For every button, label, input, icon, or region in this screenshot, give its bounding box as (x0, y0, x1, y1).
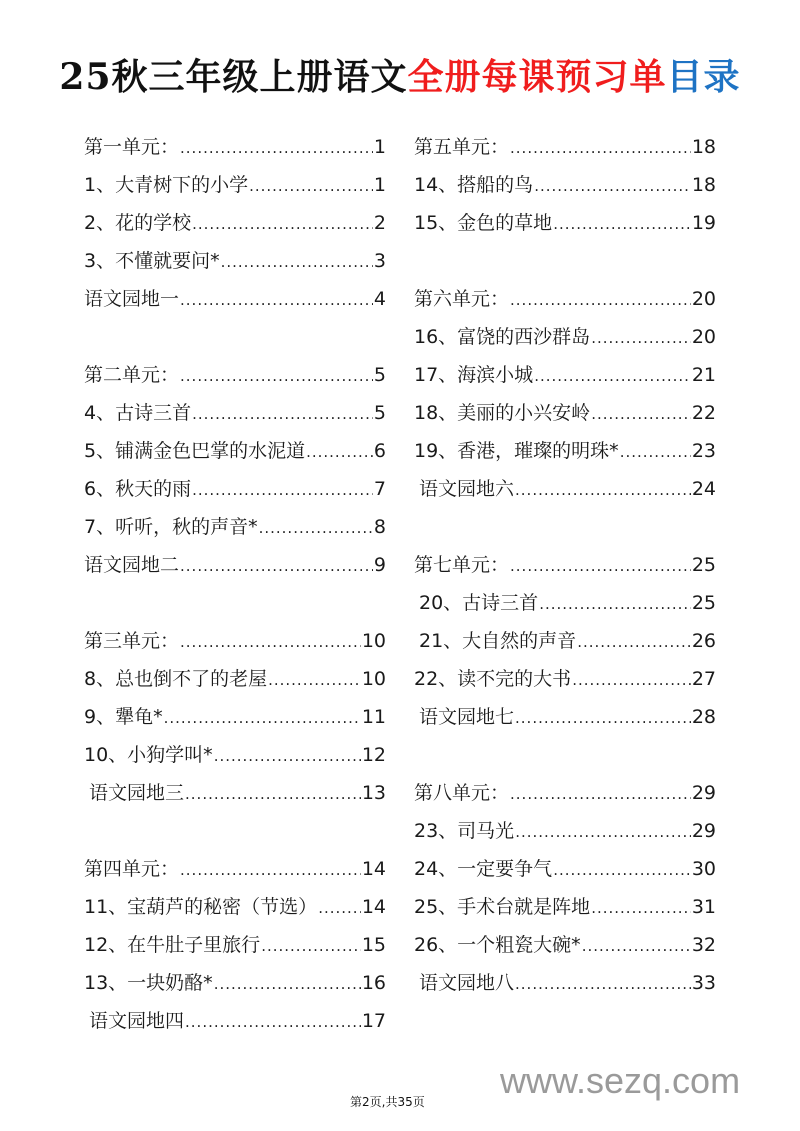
leader-dots (620, 433, 691, 471)
leader-dots (553, 205, 691, 243)
leader-dots (180, 357, 373, 395)
toc-entry[interactable]: 12、在牛肚子里旅行 ..... 15 (84, 926, 386, 964)
page-number: 26 (691, 630, 716, 652)
page-number: 24 (691, 478, 716, 500)
page-number: 31 (691, 896, 716, 918)
page-number: 21 (691, 364, 716, 386)
title-toc: 目录 (666, 56, 741, 98)
toc-entry[interactable]: 语文园地八 ..... 33 (414, 964, 716, 1002)
toc-unit-2[interactable]: 第二单元： ..... 5 (84, 356, 386, 394)
leader-dots (534, 167, 691, 205)
title-grade-subject: 25秋三年级上册语文 (59, 56, 408, 98)
toc-right-column (414, 128, 716, 1002)
page-title (0, 52, 800, 102)
toc-left-column (84, 128, 386, 1040)
toc-entry[interactable]: 语文园地六 ..... 24 (414, 470, 716, 508)
toc-unit-1[interactable]: 第一单元： ..... 1 (84, 128, 386, 166)
page-number: 22 (691, 402, 716, 424)
toc-entry[interactable]: 20、古诗三首 ..... 25 (414, 584, 716, 622)
toc-entry[interactable]: 17、海滨小城 ..... 21 (414, 356, 716, 394)
toc-entry[interactable]: 19、香港，璀璨的明珠* ..... 23 (414, 432, 716, 470)
leader-dots (180, 851, 361, 889)
leader-dots (192, 395, 373, 433)
toc-entry[interactable]: 14、搭船的鸟 ..... 18 (414, 166, 716, 204)
leader-dots (591, 889, 691, 927)
page-number: 14 (361, 896, 386, 918)
page-number: 14 (361, 858, 386, 880)
toc-entry[interactable]: 22、读不完的大书 ..... 27 (414, 660, 716, 698)
page-number: 33 (691, 972, 716, 994)
leader-dots (582, 927, 691, 965)
page-number: 1 (373, 136, 386, 158)
toc-entry[interactable]: 6、秋天的雨 ..... 7 (84, 470, 386, 508)
leader-dots (259, 509, 373, 547)
leader-dots (572, 661, 691, 699)
toc-entry[interactable]: 语文园地一 ..... 4 (84, 280, 386, 318)
spacer (414, 508, 716, 546)
toc-entry[interactable]: 24、一定要争气 ..... 30 (414, 850, 716, 888)
leader-dots (577, 623, 691, 661)
toc-entry[interactable]: 语文园地七 ..... 28 (414, 698, 716, 736)
leader-dots (306, 433, 373, 471)
leader-dots (510, 281, 691, 319)
toc-entry[interactable]: 21、大自然的声音 ..... 26 (414, 622, 716, 660)
toc-unit-6[interactable]: 第六单元： ..... 20 (414, 280, 716, 318)
toc-unit-7[interactable]: 第七单元： ..... 25 (414, 546, 716, 584)
title-preview-sheet: 全册每课预习单 (407, 56, 667, 98)
toc-entry[interactable]: 5、铺满金色巴掌的水泥道 ..... 6 (84, 432, 386, 470)
toc-entry[interactable]: 25、手术台就是阵地 ..... 31 (414, 888, 716, 926)
page-number: 9 (373, 554, 386, 576)
toc-entry[interactable]: 语文园地三 ..... 13 (84, 774, 386, 812)
leader-dots (192, 205, 373, 243)
toc-entry[interactable]: 4、古诗三首 ..... 5 (84, 394, 386, 432)
leader-dots (185, 1003, 361, 1041)
page-number: 16 (361, 972, 386, 994)
leader-dots (510, 775, 691, 813)
leader-dots (510, 129, 691, 167)
leader-dots (249, 167, 373, 205)
leader-dots (185, 775, 361, 813)
page-number: 15 (361, 934, 386, 956)
page-number: 7 (373, 478, 386, 500)
page-number: 19 (691, 212, 716, 234)
page-number: 5 (373, 402, 386, 424)
page-number: 8 (373, 516, 386, 538)
toc-entry[interactable]: 23、司马光 ..... 29 (414, 812, 716, 850)
leader-dots (180, 547, 373, 585)
toc-unit-5[interactable]: 第五单元： ..... 18 (414, 128, 716, 166)
leader-dots (214, 965, 361, 1003)
toc-entry[interactable]: 13、一块奶酪* ..... 16 (84, 964, 386, 1002)
toc-unit-4[interactable]: 第四单元： ..... 14 (84, 850, 386, 888)
page-number: 17 (361, 1010, 386, 1032)
leader-dots (214, 737, 361, 775)
leader-dots (192, 471, 373, 509)
page-number: 18 (691, 174, 716, 196)
page-number: 6 (373, 440, 386, 462)
toc-entry[interactable]: 15、金色的草地 ..... 19 (414, 204, 716, 242)
watermark: www.sezq.com (500, 1060, 741, 1101)
page-number: 29 (691, 782, 716, 804)
page-number: 20 (691, 326, 716, 348)
page-number: 28 (691, 706, 716, 728)
toc-entry[interactable]: 7、听听，秋的声音* ..... 8 (84, 508, 386, 546)
toc-entry[interactable]: 语文园地四 ..... 17 (84, 1002, 386, 1040)
leader-dots (510, 547, 691, 585)
toc-entry[interactable]: 2、花的学校 ..... 2 (84, 204, 386, 242)
leader-dots (318, 889, 361, 927)
leader-dots (221, 243, 373, 281)
page-number: 11 (361, 706, 386, 728)
toc-entry[interactable]: 8、总也倒不了的老屋 ..... 10 (84, 660, 386, 698)
leader-dots (553, 851, 691, 889)
page-number: 10 (361, 668, 386, 690)
page-number: 18 (691, 136, 716, 158)
leader-dots (515, 813, 691, 851)
leader-dots (261, 927, 361, 965)
page-number: 1 (373, 174, 386, 196)
leader-dots (180, 129, 373, 167)
page-number: 29 (691, 820, 716, 842)
page-indicator: 第2页,共35页 (350, 1095, 425, 1109)
leader-dots (539, 585, 691, 623)
toc-entry[interactable]: 1、大青树下的小学 ..... 1 (84, 166, 386, 204)
toc-entry[interactable]: 16、富饶的西沙群岛 ..... 20 (414, 318, 716, 356)
page-number: 27 (691, 668, 716, 690)
toc-entry[interactable]: 9、犟龟* ..... 11 (84, 698, 386, 736)
leader-dots (591, 319, 691, 357)
leader-dots (164, 699, 361, 737)
spacer (414, 736, 716, 774)
leader-dots (515, 699, 691, 737)
spacer (84, 318, 386, 356)
toc-entry[interactable]: 11、宝葫芦的秘密（节选） ..... 14 (84, 888, 386, 926)
leader-dots (515, 965, 691, 1003)
page-number: 20 (691, 288, 716, 310)
page-number: 13 (361, 782, 386, 804)
page-number: 30 (691, 858, 716, 880)
toc-unit-8[interactable]: 第八单元： ..... 29 (414, 774, 716, 812)
page-number: 4 (373, 288, 386, 310)
page-number: 12 (361, 744, 386, 766)
leader-dots (268, 661, 361, 699)
page-number: 2 (373, 212, 386, 234)
page-number: 3 (373, 250, 386, 272)
page-number: 10 (361, 630, 386, 652)
toc-entry[interactable]: 10、小狗学叫* ..... 12 (84, 736, 386, 774)
spacer (84, 584, 386, 622)
page-number: 5 (373, 364, 386, 386)
toc-entry[interactable]: 语文园地二 ..... 9 (84, 546, 386, 584)
leader-dots (180, 281, 373, 319)
page-number: 25 (691, 592, 716, 614)
toc-entry[interactable]: 3、不懂就要问* ..... 3 (84, 242, 386, 280)
toc-entry[interactable]: 18、美丽的小兴安岭 ..... 22 (414, 394, 716, 432)
leader-dots (534, 357, 691, 395)
leader-dots (591, 395, 691, 433)
page-number: 25 (691, 554, 716, 576)
leader-dots (515, 471, 691, 509)
page-number: 32 (691, 934, 716, 956)
page-number: 23 (691, 440, 716, 462)
leader-dots (180, 623, 361, 661)
toc-unit-3[interactable]: 第三单元： ..... 10 (84, 622, 386, 660)
spacer (84, 812, 386, 850)
spacer (414, 242, 716, 280)
toc-entry[interactable]: 26、一个粗瓷大碗* ..... 32 (414, 926, 716, 964)
